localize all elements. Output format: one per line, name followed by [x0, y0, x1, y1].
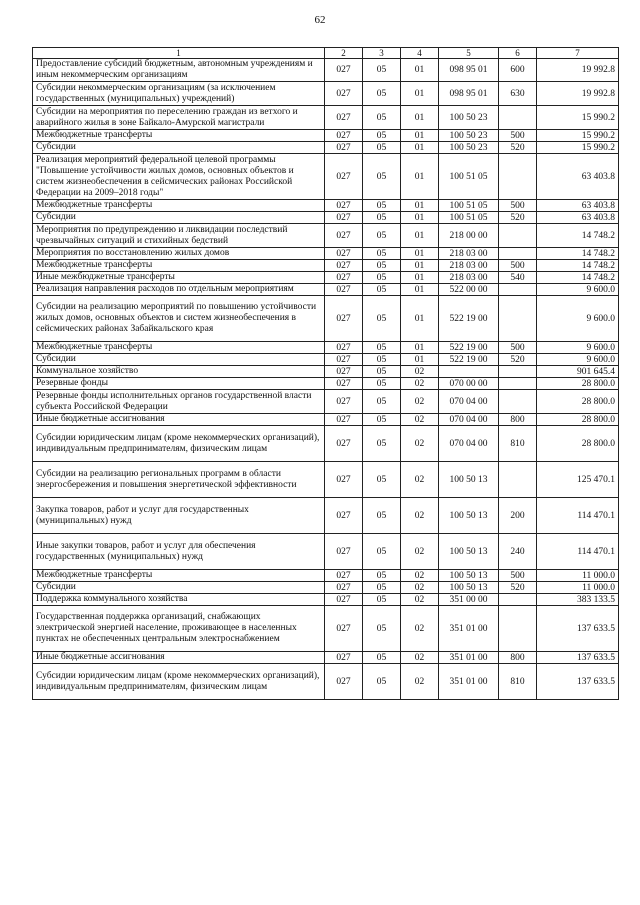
- cell-csr: 098 95 01: [439, 82, 499, 106]
- cell-csr: 522 19 00: [439, 342, 499, 354]
- table-row: [33, 498, 619, 534]
- cell-rz: 05: [363, 594, 401, 606]
- cell-pr: 02: [401, 664, 439, 700]
- cell-gr: 027: [325, 606, 363, 652]
- cell-sum: 14 748.2: [537, 272, 619, 284]
- cell-sum: 114 470.1: [537, 534, 619, 570]
- cell-sum: 63 403.8: [537, 212, 619, 224]
- cell-csr: 100 50 13: [439, 462, 499, 498]
- cell-gr: 027: [325, 130, 363, 142]
- cell-pr: 01: [401, 284, 439, 296]
- cell-sum: 383 133.5: [537, 594, 619, 606]
- cell-gr: 027: [325, 106, 363, 130]
- cell-rz: 05: [363, 652, 401, 664]
- cell-name: Субсидии: [33, 354, 325, 366]
- cell-pr: 02: [401, 594, 439, 606]
- cell-pr: 01: [401, 106, 439, 130]
- cell-rz: 05: [363, 498, 401, 534]
- cell-name: Иные межбюджетные трансферты: [33, 272, 325, 284]
- table-row: [33, 142, 619, 154]
- cell-rz: 05: [363, 354, 401, 366]
- table-row: [33, 606, 619, 652]
- cell-sum: 9 600.0: [537, 284, 619, 296]
- cell-vr: 500: [499, 130, 537, 142]
- cell-pr: 01: [401, 200, 439, 212]
- cell-name: Мероприятия по предупреждению и ликвидации последствий чрезвычайных ситуаций и стихийных бедствий: [33, 224, 325, 248]
- cell-csr: 070 04 00: [439, 426, 499, 462]
- cell-gr: 027: [325, 534, 363, 570]
- table-row: [33, 200, 619, 212]
- table-row: [33, 82, 619, 106]
- cell-gr: 027: [325, 366, 363, 378]
- cell-sum: 63 403.8: [537, 200, 619, 212]
- cell-name: Субсидии некоммерческим организациям (за исключением государственных (муниципальных) учреждений): [33, 82, 325, 106]
- cell-vr: 600: [499, 59, 537, 82]
- cell-vr: 520: [499, 142, 537, 154]
- cell-csr: 218 03 00: [439, 248, 499, 260]
- cell-pr: 01: [401, 248, 439, 260]
- table-row: [33, 342, 619, 354]
- cell-vr: [499, 224, 537, 248]
- cell-name: Субсидии: [33, 212, 325, 224]
- cell-gr: 027: [325, 378, 363, 390]
- cell-name: Межбюджетные трансферты: [33, 130, 325, 142]
- cell-csr: 351 01 00: [439, 652, 499, 664]
- table-row: [33, 284, 619, 296]
- header-col-vr: 6: [499, 48, 537, 59]
- cell-sum: 137 633.5: [537, 606, 619, 652]
- cell-csr: 100 51 05: [439, 212, 499, 224]
- cell-rz: 05: [363, 606, 401, 652]
- cell-rz: 05: [363, 284, 401, 296]
- cell-pr: 01: [401, 130, 439, 142]
- cell-pr: 01: [401, 154, 439, 200]
- table-row: [33, 664, 619, 700]
- table-body: [33, 59, 619, 700]
- cell-rz: 05: [363, 378, 401, 390]
- cell-vr: 500: [499, 200, 537, 212]
- cell-name: Субсидии на мероприятия по переселению граждан из ветхого и аварийного жилья в зоне Байкало-Амурской магистрали: [33, 106, 325, 130]
- header-col-csr: 5: [439, 48, 499, 59]
- cell-rz: 05: [363, 296, 401, 342]
- cell-gr: 027: [325, 414, 363, 426]
- cell-rz: 05: [363, 664, 401, 700]
- cell-csr: 100 50 23: [439, 142, 499, 154]
- cell-vr: 500: [499, 570, 537, 582]
- cell-vr: [499, 606, 537, 652]
- header-col-sum: 7: [537, 48, 619, 59]
- cell-vr: 800: [499, 652, 537, 664]
- cell-name: Субсидии на реализацию мероприятий по повышению устойчивости жилых домов, основных объектов и систем жизнеобеспечения в сейсмических районах Забайкальского края: [33, 296, 325, 342]
- cell-csr: 218 03 00: [439, 260, 499, 272]
- table-row: [33, 212, 619, 224]
- cell-sum: 137 633.5: [537, 652, 619, 664]
- budget-table: [32, 47, 619, 700]
- cell-name: Иные закупки товаров, работ и услуг для обеспечения государственных (муниципальных) нужд: [33, 534, 325, 570]
- cell-name: Мероприятия по восстановлению жилых домов: [33, 248, 325, 260]
- cell-name: Реализация мероприятий федеральной целевой программы "Повышение устойчивости жилых домов, основных объектов и систем жизнеобеспечения в сейсмических районах Российской Федерации на 2009–2018 годы": [33, 154, 325, 200]
- cell-pr: 02: [401, 534, 439, 570]
- cell-pr: 01: [401, 224, 439, 248]
- cell-rz: 05: [363, 224, 401, 248]
- cell-rz: 05: [363, 426, 401, 462]
- cell-gr: 027: [325, 354, 363, 366]
- table-row: [33, 390, 619, 414]
- cell-gr: 027: [325, 154, 363, 200]
- cell-pr: 02: [401, 378, 439, 390]
- cell-pr: 01: [401, 342, 439, 354]
- cell-sum: 15 990.2: [537, 142, 619, 154]
- cell-name: Резервные фонды: [33, 378, 325, 390]
- cell-gr: 027: [325, 652, 363, 664]
- cell-vr: 540: [499, 272, 537, 284]
- cell-rz: 05: [363, 414, 401, 426]
- cell-vr: [499, 378, 537, 390]
- cell-vr: [499, 154, 537, 200]
- cell-vr: [499, 106, 537, 130]
- cell-vr: [499, 366, 537, 378]
- cell-name: Субсидии юридическим лицам (кроме некоммерческих организаций), индивидуальным предпринимателям, физическим лицам: [33, 426, 325, 462]
- cell-pr: 02: [401, 414, 439, 426]
- cell-pr: 01: [401, 212, 439, 224]
- cell-vr: 500: [499, 260, 537, 272]
- page-number: 62: [314, 14, 326, 26]
- cell-vr: 810: [499, 426, 537, 462]
- cell-csr: 070 04 00: [439, 414, 499, 426]
- cell-vr: [499, 284, 537, 296]
- cell-csr: 098 95 01: [439, 59, 499, 82]
- cell-name: Межбюджетные трансферты: [33, 200, 325, 212]
- cell-pr: 01: [401, 272, 439, 284]
- cell-pr: 01: [401, 142, 439, 154]
- table-row: [33, 260, 619, 272]
- cell-name: Иные бюджетные ассигнования: [33, 414, 325, 426]
- cell-pr: 02: [401, 498, 439, 534]
- cell-rz: 05: [363, 154, 401, 200]
- cell-pr: 02: [401, 426, 439, 462]
- cell-name: Закупка товаров, работ и услуг для государственных (муниципальных) нужд: [33, 498, 325, 534]
- cell-vr: 800: [499, 414, 537, 426]
- table-row: [33, 378, 619, 390]
- cell-name: Межбюджетные трансферты: [33, 570, 325, 582]
- cell-rz: 05: [363, 82, 401, 106]
- cell-sum: 28 800.0: [537, 378, 619, 390]
- cell-sum: 15 990.2: [537, 106, 619, 130]
- cell-vr: [499, 594, 537, 606]
- cell-name: Субсидии: [33, 582, 325, 594]
- cell-vr: 200: [499, 498, 537, 534]
- cell-csr: 522 19 00: [439, 354, 499, 366]
- cell-pr: 02: [401, 582, 439, 594]
- cell-csr: [439, 366, 499, 378]
- cell-rz: 05: [363, 570, 401, 582]
- cell-sum: 28 800.0: [537, 390, 619, 414]
- cell-sum: 14 748.2: [537, 248, 619, 260]
- cell-csr: 100 50 23: [439, 130, 499, 142]
- table-row: [33, 154, 619, 200]
- cell-rz: 05: [363, 366, 401, 378]
- cell-sum: 901 645.4: [537, 366, 619, 378]
- cell-name: Субсидии: [33, 142, 325, 154]
- cell-pr: 02: [401, 570, 439, 582]
- cell-gr: 027: [325, 462, 363, 498]
- table-row: [33, 130, 619, 142]
- cell-sum: 9 600.0: [537, 342, 619, 354]
- cell-vr: 810: [499, 664, 537, 700]
- cell-rz: 05: [363, 534, 401, 570]
- cell-gr: 027: [325, 664, 363, 700]
- table-row: [33, 106, 619, 130]
- cell-pr: 02: [401, 652, 439, 664]
- cell-name: Поддержка коммунального хозяйства: [33, 594, 325, 606]
- cell-pr: 02: [401, 462, 439, 498]
- cell-gr: 027: [325, 426, 363, 462]
- table-row: [33, 59, 619, 82]
- cell-sum: 14 748.2: [537, 260, 619, 272]
- cell-csr: 100 51 05: [439, 154, 499, 200]
- table-row: [33, 354, 619, 366]
- cell-rz: 05: [363, 248, 401, 260]
- cell-gr: 027: [325, 59, 363, 82]
- cell-gr: 027: [325, 82, 363, 106]
- cell-rz: 05: [363, 260, 401, 272]
- cell-pr: 01: [401, 82, 439, 106]
- cell-rz: 05: [363, 462, 401, 498]
- cell-vr: 500: [499, 342, 537, 354]
- cell-gr: 027: [325, 272, 363, 284]
- cell-rz: 05: [363, 106, 401, 130]
- cell-name: Субсидии юридическим лицам (кроме некоммерческих организаций), индивидуальным предпринимателям, физическим лицам: [33, 664, 325, 700]
- cell-rz: 05: [363, 200, 401, 212]
- table-row: [33, 224, 619, 248]
- cell-gr: 027: [325, 212, 363, 224]
- table-row: [33, 414, 619, 426]
- cell-sum: 19 992.8: [537, 82, 619, 106]
- cell-rz: 05: [363, 272, 401, 284]
- cell-gr: 027: [325, 260, 363, 272]
- cell-gr: 027: [325, 142, 363, 154]
- cell-pr: 01: [401, 296, 439, 342]
- cell-vr: [499, 248, 537, 260]
- table-row: [33, 462, 619, 498]
- cell-name: Государственная поддержка организаций, снабжающих электрической энергией население, проживающее в населенных пунктах не обеспеченных центральным электроснабжением: [33, 606, 325, 652]
- cell-csr: 351 01 00: [439, 664, 499, 700]
- cell-vr: [499, 296, 537, 342]
- cell-csr: 070 00 00: [439, 378, 499, 390]
- cell-csr: 218 03 00: [439, 272, 499, 284]
- table-row: [33, 570, 619, 582]
- cell-gr: 027: [325, 200, 363, 212]
- cell-csr: 100 50 23: [439, 106, 499, 130]
- table-row: [33, 594, 619, 606]
- cell-pr: 01: [401, 354, 439, 366]
- cell-sum: 9 600.0: [537, 354, 619, 366]
- cell-sum: 9 600.0: [537, 296, 619, 342]
- cell-gr: 027: [325, 284, 363, 296]
- cell-rz: 05: [363, 342, 401, 354]
- cell-sum: 125 470.1: [537, 462, 619, 498]
- cell-gr: 027: [325, 582, 363, 594]
- table-row: [33, 366, 619, 378]
- cell-gr: 027: [325, 224, 363, 248]
- cell-gr: 027: [325, 570, 363, 582]
- cell-rz: 05: [363, 130, 401, 142]
- cell-csr: 100 51 05: [439, 200, 499, 212]
- cell-sum: 28 800.0: [537, 426, 619, 462]
- header-col-gr: 2: [325, 48, 363, 59]
- cell-pr: 02: [401, 390, 439, 414]
- cell-vr: 520: [499, 212, 537, 224]
- cell-name: Реализация направления расходов по отдельным мероприятиям: [33, 284, 325, 296]
- cell-gr: 027: [325, 248, 363, 260]
- cell-csr: 351 01 00: [439, 606, 499, 652]
- cell-csr: 351 00 00: [439, 594, 499, 606]
- table-row: [33, 272, 619, 284]
- cell-sum: 15 990.2: [537, 130, 619, 142]
- cell-csr: 100 50 13: [439, 534, 499, 570]
- cell-rz: 05: [363, 142, 401, 154]
- cell-gr: 027: [325, 390, 363, 414]
- cell-gr: 027: [325, 342, 363, 354]
- cell-sum: 11 000.0: [537, 570, 619, 582]
- cell-rz: 05: [363, 390, 401, 414]
- cell-vr: [499, 390, 537, 414]
- cell-sum: 28 800.0: [537, 414, 619, 426]
- table-row: [33, 296, 619, 342]
- cell-csr: 522 19 00: [439, 296, 499, 342]
- cell-name: Субсидии на реализацию региональных программ в области энергосбережения и повышения энергетической эффективности: [33, 462, 325, 498]
- cell-sum: 14 748.2: [537, 224, 619, 248]
- table-row: [33, 534, 619, 570]
- cell-vr: 630: [499, 82, 537, 106]
- header-col-rz: 3: [363, 48, 401, 59]
- cell-sum: 63 403.8: [537, 154, 619, 200]
- cell-rz: 05: [363, 582, 401, 594]
- cell-csr: 100 50 13: [439, 498, 499, 534]
- cell-pr: 02: [401, 606, 439, 652]
- cell-sum: 114 470.1: [537, 498, 619, 534]
- cell-name: Иные бюджетные ассигнования: [33, 652, 325, 664]
- cell-pr: 02: [401, 366, 439, 378]
- header-row: [33, 48, 619, 59]
- cell-pr: 01: [401, 260, 439, 272]
- cell-sum: 11 000.0: [537, 582, 619, 594]
- cell-gr: 027: [325, 498, 363, 534]
- cell-name: Коммунальное хозяйство: [33, 366, 325, 378]
- header-col-name: 1: [33, 48, 325, 59]
- cell-name: Предоставление субсидий бюджетным, автономным учреждениям и иным некоммерческим организациям: [33, 59, 325, 82]
- header-col-pr: 4: [401, 48, 439, 59]
- table-row: [33, 248, 619, 260]
- cell-csr: 100 50 13: [439, 582, 499, 594]
- table-row: [33, 652, 619, 664]
- cell-rz: 05: [363, 212, 401, 224]
- cell-name: Межбюджетные трансферты: [33, 260, 325, 272]
- table-row: [33, 582, 619, 594]
- table-row: [33, 426, 619, 462]
- cell-rz: 05: [363, 59, 401, 82]
- cell-csr: 100 50 13: [439, 570, 499, 582]
- cell-vr: 520: [499, 582, 537, 594]
- cell-name: Резервные фонды исполнительных органов государственной власти субъекта Российской Федерации: [33, 390, 325, 414]
- cell-vr: 520: [499, 354, 537, 366]
- cell-sum: 19 992.8: [537, 59, 619, 82]
- cell-gr: 027: [325, 594, 363, 606]
- cell-csr: 522 00 00: [439, 284, 499, 296]
- cell-pr: 01: [401, 59, 439, 82]
- cell-vr: [499, 462, 537, 498]
- cell-csr: 218 00 00: [439, 224, 499, 248]
- cell-csr: 070 04 00: [439, 390, 499, 414]
- cell-gr: 027: [325, 296, 363, 342]
- cell-vr: 240: [499, 534, 537, 570]
- cell-sum: 137 633.5: [537, 664, 619, 700]
- cell-name: Межбюджетные трансферты: [33, 342, 325, 354]
